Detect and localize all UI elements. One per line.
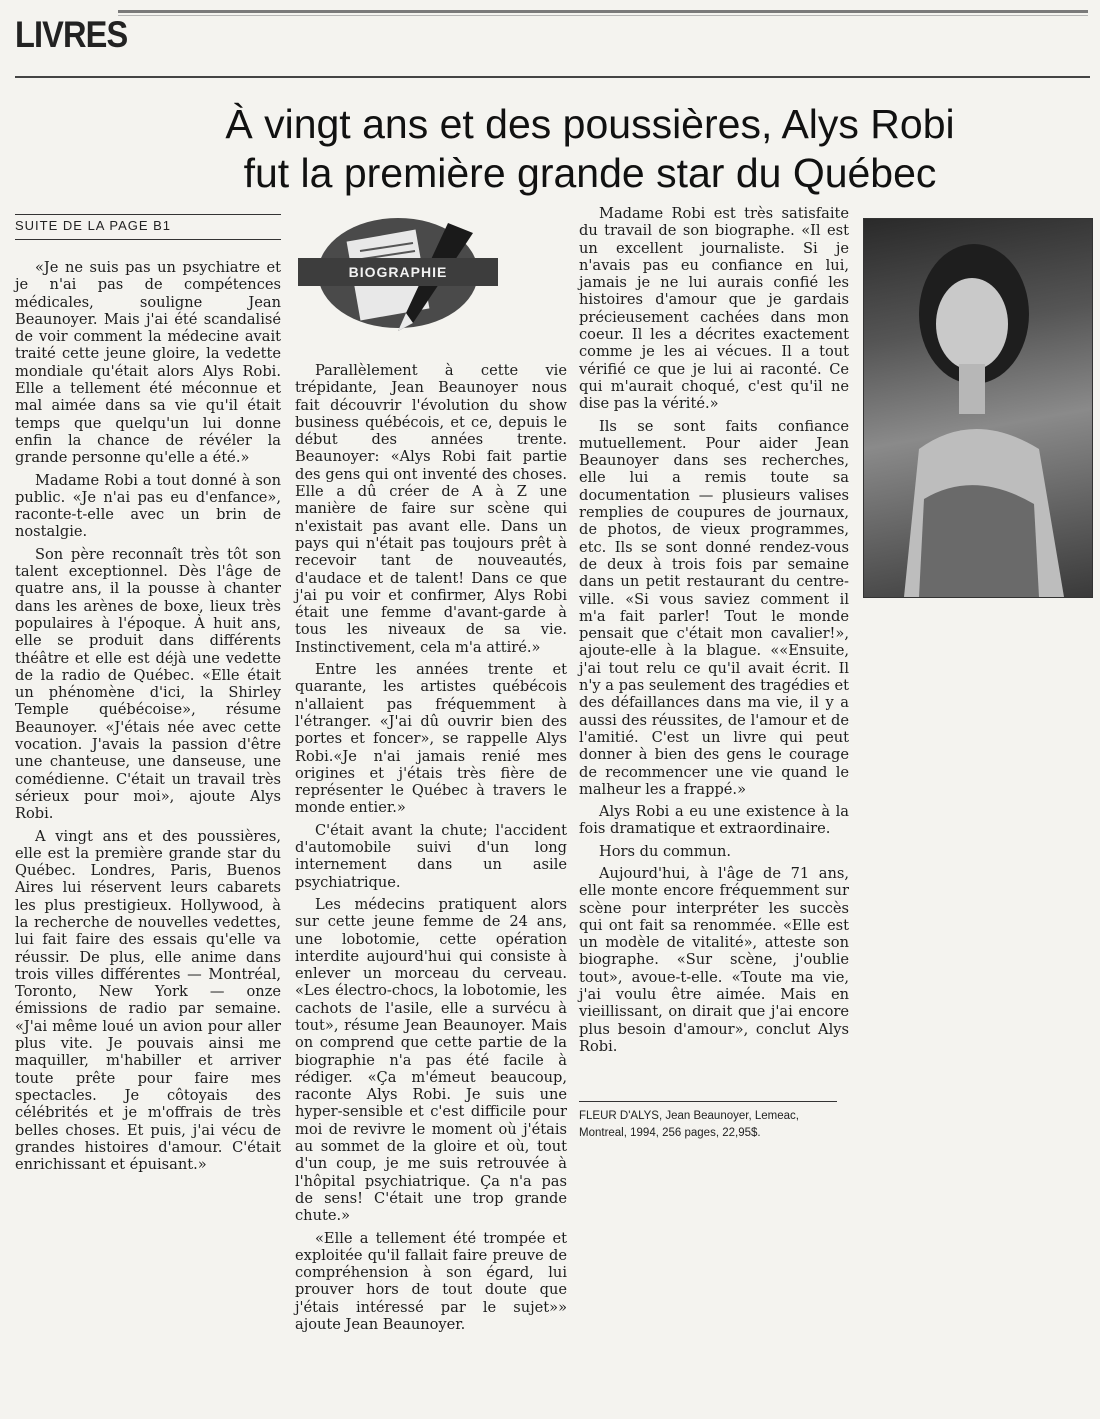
paragraph: C'était avant la chute; l'accident d'automobile suivi d'un long internement dans un asile psychiatrique.	[295, 821, 567, 891]
top-rule	[118, 10, 1088, 13]
paragraph: Parallèlement à cette vie trépidante, Jean Beaunoyer nous fait découvrir l'évolution du show business québécois, et ce, depuis le début des années trente. Beaunoyer: «Alys Robi fait partie des gens qui ont inventé des choses. Elle a dû créer de A à Z une manière de faire sur scène qui n'existait pas avant elle. Dans un pays qui n'était pas toujours prêt à recevoir tant de nouveautés, d'audace et de talent! Dans ce que j'ai pu voir et confirmer, Alys Robi était une femme d'avant-garde à tous les niveaux de sa vie. Instinctivement, cela m'a attiré.»	[295, 362, 567, 656]
headline-line-2: fut la première grande star du Québec	[243, 150, 937, 196]
paragraph: «Je ne suis pas un psychiatre et je n'ai pas de compétences médicales, souligne Jean Beaunoyer. Mais j'ai été scandalisé de voir comment la médecine avait traité cette jeune gloire, la vedette mondiale qu'était alors Alys Robi. Elle a tellement été méconnue et mal aimée dans sa vie qu'il était temps que quelqu'un lui donne enfin la chance de révéler la grande personne qu'elle a été.»	[15, 259, 281, 467]
paragraph: Les médecins pratiquent alors sur cette jeune femme de 24 ans, une lobotomie, cette opération interdite aujourd'hui qui consiste à enlever un morceau du cerveau. «Les électro-chocs, la lobotomie, les cachots de l'asile, elle a survécu à tout», résume Jean Beaunoyer. Mais on comprend que cette partie de la biographie n'a pas été facile à rédiger. «Ça m'émeut beaucoup, raconte Alys Robi. Je suis une hyper-sensible et c'est difficile pour moi de revivre le moment où j'étais au sommet de la gloire et où, tout d'un coup, je me suis retrouvée à l'hôpital psychiatrique. Ça n'a pas de sens! C'était une trop grande chute.»	[295, 895, 567, 1225]
article-column-1	[15, 259, 281, 1178]
header-rule	[15, 76, 1090, 78]
paragraph: «Elle a tellement été trompée et exploitée qu'il fallait faire preuve de compréhension à son égard, lui prouver hors de tout doute que j'étais intéressé par le sujet»» ajoute Jean Beaunoyer.	[295, 1229, 567, 1334]
paragraph: Ils se sont faits confiance mutuellement. Pour aider Jean Beaunoyer dans ses recherches, elle lui a remis toute sa documentation — plusieurs valises remplies de coupures de journaux, de photos, de vieux programmes, etc. Ils se sont donné rendez-vous de deux à trois fois par semaine dans un petit restaurant du centre-ville. «Si vous saviez comment il m'a fait parler! Tout le monde pensait que c'était mon cavalier!», ajoute-elle à la blague. ««Ensuite, j'ai tout relu ce qu'il avait écrit. Il n'y a pas seulement des tragédies et des défaillances dans ma vie, il y a aussi des réussites, de l'amour et de l'amitié. C'est un livre qui peut donner à bien des gens le courage de recommencer une vie quand le malheur les a frappé.»	[579, 417, 849, 798]
book-credit: FLEUR D'ALYS, Jean Beaunoyer, Lemeac, Montreal, 1994, 256 pages, 22,95$.	[579, 1110, 799, 1139]
top-rule-thin	[118, 15, 1088, 16]
paragraph: Alys Robi a eu une existence à la fois dramatique et extraordinaire.	[579, 803, 849, 838]
paragraph: Hors du commun.	[599, 842, 732, 860]
portrait-photo	[863, 218, 1093, 598]
headline	[150, 100, 1030, 198]
column-3-top	[579, 205, 849, 1055]
article-column-3	[579, 205, 849, 1060]
biographie-badge: BIOGRAPHIE	[298, 258, 498, 286]
suite-rule-bottom	[15, 239, 281, 240]
suite-rule-top	[15, 214, 281, 215]
paragraph: Madame Robi est très satisfaite du travail de son biographe. «Il est un excellent journaliste. Si je n'avais pas eu confiance en lui, jamais je ne lui aurais confié les histoires d'amour que je gardais précieusement cachées dans mon coeur. Il les a décrites exactement comme je les ai vécues. Il a tout vérifié ce que je lui ai raconté. Ce qui m'aurait choqué, c'est qu'il ne dise pas la vérité.»	[579, 205, 849, 413]
section-title: LIVRES	[15, 14, 128, 55]
headline-line-1: À vingt ans et des poussières, Alys Robi	[225, 101, 955, 147]
paragraph: Son père reconnaît très tôt son talent exceptionnel. Dès l'âge de quatre ans, il la pousse à chanter dans les arènes de boxe, lieux très populaires à l'époque. À huit ans, elle se produit dans différents théâtre et elle est déjà une vedette de la radio de Québec. «Elle était un phénomène d'ici, la Shirley Temple québécoise», résume Beaunoyer. «J'étais née avec cette vocation. J'avais la passion d'être une chanteuse, une danseuse, une comédienne. C'était un travail très sérieux pour moi», ajoute Alys Robi.	[15, 545, 281, 823]
continued-from-label: SUITE DE LA PAGE B1	[15, 218, 172, 233]
credit-rule	[579, 1101, 837, 1102]
paragraph: Entre les années trente et quarante, les artistes québécois n'allaient pas fréquemment à l'étranger. «J'ai dû ouvrir bien des portes et foncer», se rappelle Alys Robi.«Je n'ai jamais renié mes origines et j'étais très fière de représenter le Québec à travers le monde entier.»	[295, 661, 567, 817]
paragraph: Aujourd'hui, à l'âge de 71 ans, elle monte encore fréquemment sur scène pour interpréter les succès qui ont fait sa renommée. «Elle est un modèle de vitalité», atteste son biographe. «Sur scène, j'oublie tout», avoue-t-elle. «Toute ma vie, j'ai voulu être aimée. Mais en vieillissant, on dirait que j'ai encore plus besoin d'amour», conclut Alys Robi.	[579, 864, 849, 1055]
paragraph: A vingt ans et des poussières, elle est la première grande star du Québec. Londres, Paris, Buenos Aires lui réservent leurs cabarets les plus prestigieux. Hollywood, à la recherche de nouvelles vedettes, lui fait faire des essais qu'elle va réussir. De plus, elle anime dans trois villes différentes — Montréal, Toronto, New York — onze émissions de radio par semaine. «J'ai même loué un avion pour aller plus vite. Je pouvais ainsi me maquiller, m'habiller et arriver toute prête pour faire mes spectacles. Je côtoyais des célébrités et je m'offrais de très belles choses. Et puis, j'ai vécu de grandes histoires d'amour. C'était enrichissant et épuisant.»	[15, 827, 281, 1174]
portrait-figure	[864, 219, 1092, 597]
article-column-2	[295, 362, 567, 1338]
paragraph: Madame Robi a tout donné à son public. «Je n'ai pas eu d'enfance», raconte-t-elle avec un brin de nostalgie.	[15, 471, 281, 541]
